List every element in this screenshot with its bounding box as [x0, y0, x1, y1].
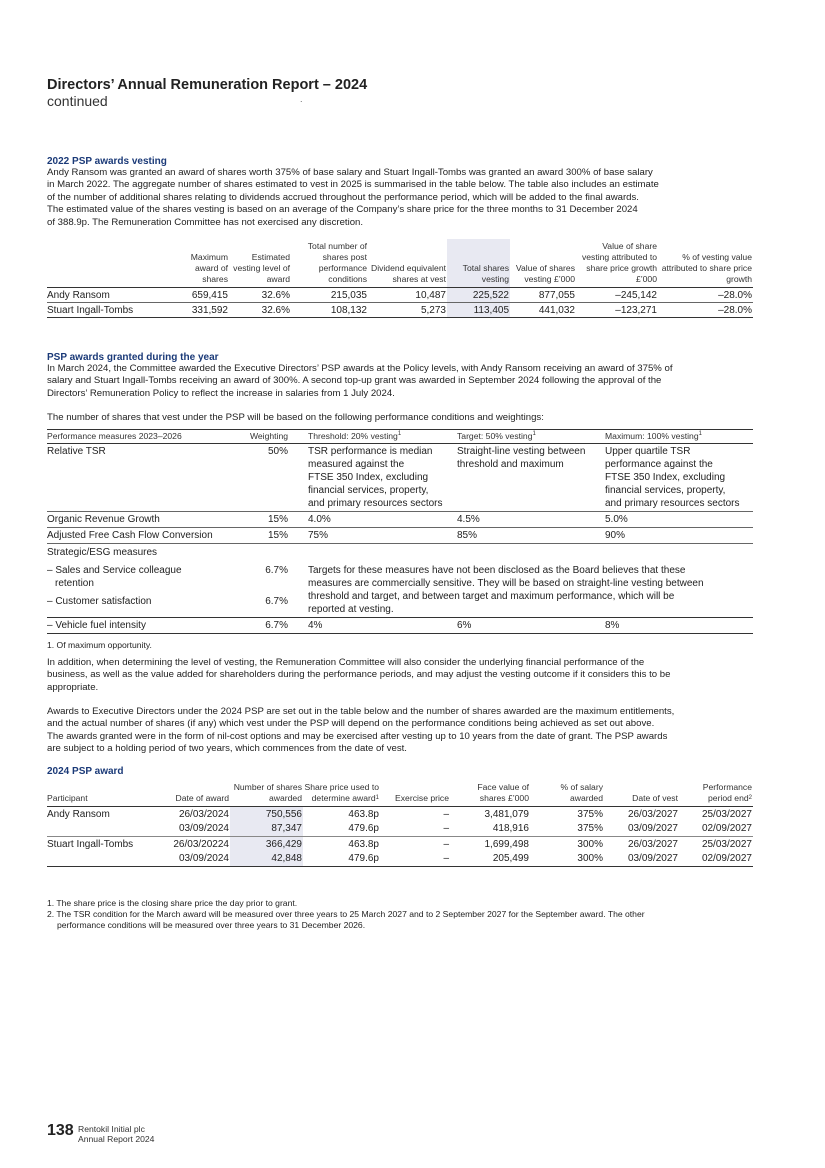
table-cell: –	[380, 852, 450, 867]
table-cell: 26/03/2027	[627, 808, 678, 820]
table-cell: 877,055	[510, 288, 576, 303]
column-header: Weighting	[242, 430, 308, 444]
column-header: Value of share vesting attributed to share price growth £’000	[576, 239, 658, 288]
table-cell: 5,273	[368, 303, 447, 318]
table-row	[47, 852, 753, 867]
table-cell: –28.0%	[658, 303, 753, 318]
table-row	[47, 560, 753, 618]
table-cell: 300%	[530, 852, 604, 867]
table-cell: 215,035	[291, 288, 368, 303]
table-cell: – Vehicle fuel intensity	[47, 618, 242, 634]
table-cell: 1,699,498	[484, 838, 529, 850]
table-cell: Relative TSR	[47, 444, 242, 512]
table-row	[47, 544, 753, 561]
psp-2022-paragraph: Andy Ransom was granted an award of shares worth 375% of base salary and Stuart Ingall-Tombs was granted an award 300% of base salary in March 2022. The aggregate number of shares estimated to vest in 2025 is summarised in the table below. The table also includes an estimate of the number of additional shares relating to dividends accrued throughout the performance period, which will be added to the final awards. The estimated value of the shares vesting is based on an average of the Company’s share price for the three months to 31 December 2024 of 388.9p. The Remuneration Committee has not exercised any discretion.	[47, 167, 659, 228]
column-header: Participant	[47, 780, 149, 807]
table-cell: 8%	[605, 618, 753, 634]
table-cell: –245,142	[576, 288, 658, 303]
table-cell: 75%	[308, 528, 457, 544]
psp-2024-award-table	[47, 780, 753, 867]
column-header: Total shares vesting	[447, 239, 510, 288]
table-cell: Andy Ransom	[47, 288, 171, 303]
table-cell: 87,347	[230, 822, 303, 837]
table-cell: 10,487	[368, 288, 447, 303]
table-cell: 03/09/2027	[604, 852, 679, 867]
page-title: Directors’ Annual Remuneration Report – 2024	[47, 77, 368, 93]
table-cell: 3,481,079	[484, 808, 529, 820]
table-cell: 205,499	[450, 852, 530, 867]
column-header: Threshold: 20% vesting$^1$	[308, 430, 457, 444]
table-cell	[47, 852, 149, 867]
table-cell: 02/09/2027	[679, 822, 753, 837]
table-row	[47, 288, 753, 303]
column-header: Dividend equivalent shares at vest	[368, 239, 447, 288]
table-row	[47, 837, 753, 852]
table-cell: –	[443, 808, 449, 820]
performance-conditions-table	[47, 429, 753, 634]
table-cell: 375%	[530, 822, 604, 837]
column-header: Total number of shares post performance conditions	[291, 239, 368, 288]
table-cell: Adjusted Free Cash Flow Conversion	[47, 528, 242, 544]
column-header: Date of award	[149, 780, 230, 807]
table-cell: 418,916	[450, 822, 530, 837]
table-cell: 225,522	[447, 288, 510, 303]
table-cell: Targets for these measures have not been disclosed as the Board believes that these measures are commercially sensitive. They will be based on straight-line vesting between threshold and target, and between target and maximum performance, which will be reported at vesting.	[308, 560, 753, 618]
table-cell: 32.6%	[229, 303, 291, 318]
table-cell: 85%	[457, 528, 605, 544]
page-subtitle: continued	[47, 93, 108, 109]
table-cell: 26/03/20224	[173, 838, 229, 850]
table-cell: 15%	[242, 512, 308, 528]
column-header: Value of shares vesting £’000	[510, 239, 576, 288]
table-cell: 108,132	[291, 303, 368, 318]
table-cell: 479.6p	[303, 852, 380, 867]
table-cell: –123,271	[576, 303, 658, 318]
column-header: Exercise price	[380, 780, 450, 807]
table-cell: 300%	[577, 838, 603, 850]
section-heading-psp-granted: PSP awards granted during the year	[47, 352, 219, 363]
column-header: Maximum award of shares	[171, 239, 229, 288]
table-row	[47, 618, 753, 634]
table-cell: 25/03/2027	[701, 838, 752, 850]
section-heading-psp-2022: 2022 PSP awards vesting	[47, 156, 167, 167]
table-cell: 113,405	[447, 303, 510, 318]
table-cell: 6%	[457, 618, 605, 634]
table-cell: 50%	[242, 444, 308, 512]
column-header: % of vesting value attributed to share price growth	[658, 239, 753, 288]
table-cell: 331,592	[171, 303, 229, 318]
table-row	[47, 303, 753, 318]
column-header: Share price used to determine award$^1$	[303, 780, 380, 807]
table-cell: Stuart Ingall-Tombs	[47, 303, 171, 318]
column-header: % of salary awarded	[530, 780, 604, 807]
table-cell: 441,032	[510, 303, 576, 318]
table-header-row	[47, 780, 753, 807]
page-number: 138	[47, 1122, 74, 1139]
section-heading-psp-2024: 2024 PSP award	[47, 766, 124, 777]
column-header: Date of vest	[604, 780, 679, 807]
table-cell: 6.7% 6.7%	[242, 560, 308, 618]
table-cell: 479.6p	[303, 822, 380, 837]
table-cell: 4.0%	[308, 512, 457, 528]
table-cell: 03/09/2024	[149, 822, 230, 837]
table-cell: 463.8p	[348, 808, 379, 820]
vesting-paragraph: In addition, when determining the level of vesting, the Remuneration Committee will also consider the underlying financial performance of the business, as well as the value added for shareholders during the performance periods, and may adjust the vesting outcome if it considers this to be appropriate.	[47, 657, 671, 693]
column-header: Face value of shares £’000	[450, 780, 530, 807]
table-cell: 26/03/2024	[178, 808, 229, 820]
table-cell: 03/09/2027	[604, 822, 679, 837]
table-cell: 15%	[242, 528, 308, 544]
footnote: 1. Of maximum opportunity.	[47, 640, 152, 650]
table-cell: 375%	[577, 808, 603, 820]
table-cell: Andy Ransom	[47, 808, 110, 820]
table-cell: 25/03/2027	[701, 808, 752, 820]
table-cell: 03/09/2024	[149, 852, 230, 867]
table-cell: 4.5%	[457, 512, 605, 528]
table-cell: Stuart Ingall-Tombs	[47, 838, 134, 850]
psp-2022-vesting-table	[47, 239, 753, 318]
table-cell: Upper quartile TSR performance against the FTSE 350 Index, excluding financial services, property, and primary resources sectors	[605, 444, 753, 512]
footnotes-2024: 1. The share price is the closing share price the day prior to grant. 2. The TSR condition for the March award will be measured over three years to 25 March 2027 and to 2 September 2027 for the September award. The other performance conditions will be measured over three years to 31 December 2026.	[47, 898, 645, 930]
table-cell: 42,848	[230, 852, 303, 867]
table-cell: 26/03/2027	[627, 838, 678, 850]
table-cell: 32.6%	[229, 288, 291, 303]
column-header	[47, 239, 171, 288]
table-cell: Straight-line vesting between threshold and maximum	[457, 444, 605, 512]
table-cell	[47, 822, 149, 837]
footer-company: Rentokil Initial plc Annual Report 2024	[78, 1124, 155, 1144]
table-cell: –28.0%	[658, 288, 753, 303]
table-row	[47, 512, 753, 528]
table-cell: –	[380, 822, 450, 837]
table-cell: 6.7%	[242, 618, 308, 634]
table-cell: 366,429	[230, 837, 303, 852]
column-header: Number of shares awarded	[230, 780, 303, 807]
table-header-row	[47, 430, 753, 444]
psp-granted-paragraph: In March 2024, the Committee awarded the Executive Directors’ PSP awards at the Policy levels, with Andy Ransom receiving an award of 375% of salary and Stuart Ingall-Tombs receiving an award of 300%. A second top-up grant was awarded in September 2024 following the approval of the Directors’ Remuneration Policy to reflect the increase in salaries from 1 July 2024.	[47, 363, 673, 399]
table-cell: –	[443, 838, 449, 850]
table-row	[47, 528, 753, 544]
table-row	[47, 444, 753, 512]
table-row	[47, 807, 753, 822]
table-cell: TSR performance is median measured against the FTSE 350 Index, excluding financial services, property, and primary resources sectors	[308, 444, 457, 512]
table-cell: 463.8p	[348, 838, 379, 850]
table-cell: Organic Revenue Growth	[47, 512, 242, 528]
column-header: Target: 50% vesting$^1$	[457, 430, 605, 444]
performance-intro: The number of shares that vest under the PSP will be based on the following performance conditions and weightings:	[47, 412, 544, 423]
table-cell: 5.0%	[605, 512, 753, 528]
table-cell: Strategic/ESG measures	[47, 547, 158, 558]
table-cell: 4%	[308, 618, 457, 634]
table-cell: 750,556	[230, 807, 303, 822]
table-header-row	[47, 239, 753, 288]
table-cell: 90%	[605, 528, 753, 544]
column-header: Estimated vesting level of award	[229, 239, 291, 288]
table-row	[47, 822, 753, 837]
awards-paragraph: Awards to Executive Directors under the 2024 PSP are set out in the table below and the number of shares awarded are the maximum entitlements, and the actual number of shares (if any) which vest under the PSP will depend on the performance conditions being achieved as set out above. The awards granted were in the form of nil-cost options and may be exercised after vesting up to 10 years from the date of grant. The PSP awards are subject to a holding period of two years, which commences from the date of vest.	[47, 706, 675, 755]
column-header: Maximum: 100% vesting$^1$	[605, 430, 753, 444]
column-header: Performance period end$^2$	[679, 780, 753, 807]
table-cell: – Sales and Service colleague retention – Customer satisfaction	[47, 560, 242, 618]
stray-dot: .	[300, 94, 303, 104]
table-cell: 659,415	[171, 288, 229, 303]
table-cell: 02/09/2027	[679, 852, 753, 867]
column-header: Performance measures 2023–2026	[47, 430, 242, 444]
